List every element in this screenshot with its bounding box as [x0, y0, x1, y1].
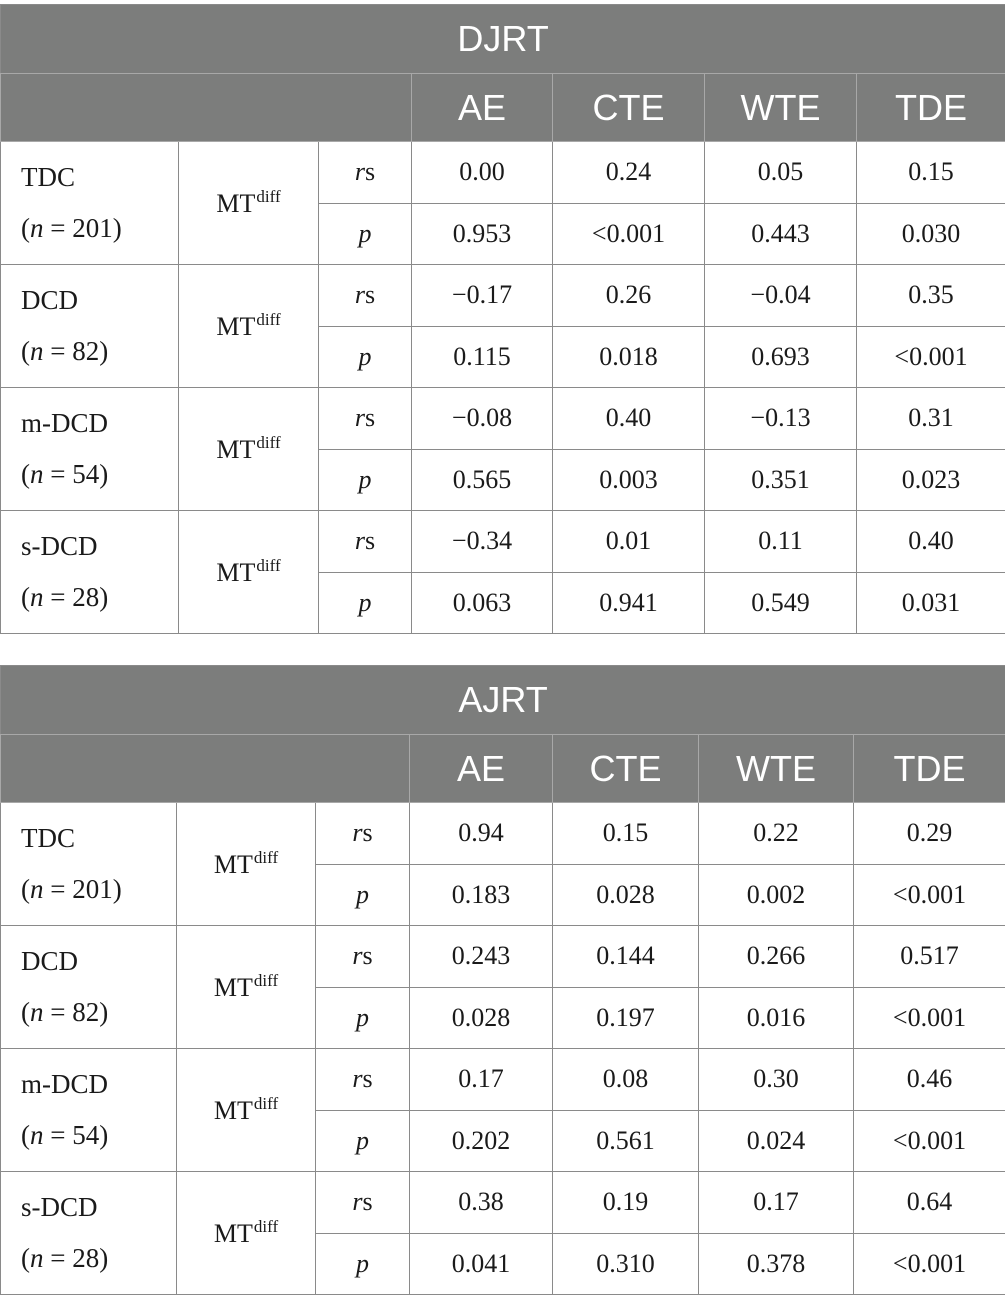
- value-cell: 0.15: [857, 142, 1005, 204]
- group-name: DCD: [21, 285, 79, 315]
- n-label: n: [30, 1243, 44, 1273]
- n-value: = 28): [43, 1243, 109, 1273]
- column-header-ae: AE: [410, 735, 553, 803]
- table-row: [1, 511, 1005, 573]
- stat-label-rs: rs: [316, 1172, 410, 1234]
- group-name: TDC: [21, 162, 75, 192]
- group-label: TDC (n = 201): [1, 142, 179, 265]
- group-label: TDC (n = 201): [1, 803, 177, 926]
- value-cell: 0.40: [857, 511, 1005, 573]
- value-cell: 0.030: [857, 203, 1005, 265]
- n-value: = 201): [43, 213, 122, 243]
- value-cell: −0.17: [412, 265, 553, 327]
- value-cell: <0.001: [854, 987, 1005, 1049]
- value-cell: 0.11: [705, 511, 857, 573]
- value-cell: 0.31: [857, 388, 1005, 450]
- value-cell: 0.243: [410, 926, 553, 988]
- group-label: s-DCD (n = 28): [1, 1172, 177, 1295]
- column-header-tde: TDE: [854, 735, 1005, 803]
- measure-label: $MT^{diff}$: [177, 1049, 316, 1172]
- column-header-wte: WTE: [705, 74, 857, 142]
- measure-label: $MT^{diff}$: [179, 265, 319, 388]
- measure-label: $MT^{diff}$: [179, 511, 319, 634]
- value-cell: 0.351: [705, 449, 857, 511]
- value-cell: 0.01: [553, 511, 705, 573]
- value-cell: 0.19: [553, 1172, 699, 1234]
- value-cell: −0.34: [412, 511, 553, 573]
- n-value: = 54): [43, 1120, 109, 1150]
- n-value: = 28): [43, 582, 109, 612]
- blank-header: [1, 74, 412, 142]
- value-cell: 0.443: [705, 203, 857, 265]
- value-cell: <0.001: [553, 203, 705, 265]
- value-cell: 0.24: [553, 142, 705, 204]
- value-cell: 0.29: [854, 803, 1005, 865]
- group-label: DCD (n = 82): [1, 265, 179, 388]
- value-cell: 0.953: [412, 203, 553, 265]
- n-label: n: [30, 997, 44, 1027]
- value-cell: −0.13: [705, 388, 857, 450]
- value-cell: <0.001: [857, 326, 1005, 388]
- value-cell: 0.183: [410, 864, 553, 926]
- value-cell: 0.028: [553, 864, 699, 926]
- column-header-wte: WTE: [699, 735, 854, 803]
- value-cell: 0.08: [553, 1049, 699, 1111]
- stat-label-p: p: [316, 987, 410, 1049]
- value-cell: −0.08: [412, 388, 553, 450]
- stat-label-rs: rs: [319, 142, 412, 204]
- value-cell: <0.001: [854, 1110, 1005, 1172]
- n-label: n: [30, 459, 44, 489]
- group-name: DCD: [21, 946, 79, 976]
- stat-label-p: p: [319, 203, 412, 265]
- table-row: [1, 803, 1005, 865]
- value-cell: <0.001: [854, 1233, 1005, 1295]
- n-value: = 201): [43, 874, 122, 904]
- stat-label-p: p: [319, 449, 412, 511]
- table-title: DJRT: [1, 5, 1005, 74]
- group-name: s-DCD: [21, 1192, 98, 1222]
- value-cell: 0.94: [410, 803, 553, 865]
- value-cell: 0.115: [412, 326, 553, 388]
- stat-label-p: p: [319, 572, 412, 634]
- measure-label: $MT^{diff}$: [179, 142, 319, 265]
- n-label: n: [30, 874, 44, 904]
- table-row: [1, 926, 1005, 988]
- value-cell: 0.517: [854, 926, 1005, 988]
- djrt-table: [0, 4, 1005, 634]
- value-cell: 0.024: [699, 1110, 854, 1172]
- value-cell: 0.310: [553, 1233, 699, 1295]
- value-cell: 0.144: [553, 926, 699, 988]
- value-cell: 0.35: [857, 265, 1005, 327]
- table-title: AJRT: [1, 666, 1005, 735]
- stat-label-p: p: [319, 326, 412, 388]
- value-cell: 0.031: [857, 572, 1005, 634]
- column-header-tde: TDE: [857, 74, 1005, 142]
- value-cell: 0.26: [553, 265, 705, 327]
- value-cell: <0.001: [854, 864, 1005, 926]
- value-cell: 0.17: [410, 1049, 553, 1111]
- measure-label: $MT^{diff}$: [179, 388, 319, 511]
- n-label: n: [30, 1120, 44, 1150]
- value-cell: 0.063: [412, 572, 553, 634]
- group-label: s-DCD (n = 28): [1, 511, 179, 634]
- value-cell: 0.266: [699, 926, 854, 988]
- measure-label: $MT^{diff}$: [177, 1172, 316, 1295]
- stat-label-rs: rs: [316, 1049, 410, 1111]
- measure-label: $MT^{diff}$: [177, 926, 316, 1049]
- n-label: n: [30, 582, 44, 612]
- stat-label-rs: rs: [319, 511, 412, 573]
- value-cell: 0.041: [410, 1233, 553, 1295]
- n-value: = 82): [43, 336, 109, 366]
- value-cell: 0.22: [699, 803, 854, 865]
- value-cell: 0.016: [699, 987, 854, 1049]
- value-cell: 0.023: [857, 449, 1005, 511]
- value-cell: 0.30: [699, 1049, 854, 1111]
- value-cell: −0.04: [705, 265, 857, 327]
- value-cell: 0.549: [705, 572, 857, 634]
- ajrt-table: [0, 665, 1005, 1295]
- stat-label-rs: rs: [319, 388, 412, 450]
- value-cell: 0.17: [699, 1172, 854, 1234]
- value-cell: 0.202: [410, 1110, 553, 1172]
- value-cell: 0.46: [854, 1049, 1005, 1111]
- group-name: m-DCD: [21, 1069, 108, 1099]
- table-row: [1, 265, 1005, 327]
- column-header-cte: CTE: [553, 735, 699, 803]
- n-label: n: [30, 336, 44, 366]
- group-name: s-DCD: [21, 531, 98, 561]
- table-row: [1, 142, 1005, 204]
- value-cell: 0.002: [699, 864, 854, 926]
- stat-label-p: p: [316, 1110, 410, 1172]
- stat-label-rs: rs: [316, 926, 410, 988]
- value-cell: 0.38: [410, 1172, 553, 1234]
- value-cell: 0.565: [412, 449, 553, 511]
- measure-label: $MT^{diff}$: [177, 803, 316, 926]
- value-cell: 0.693: [705, 326, 857, 388]
- value-cell: 0.40: [553, 388, 705, 450]
- table-row: [1, 1049, 1005, 1111]
- value-cell: 0.018: [553, 326, 705, 388]
- stat-label-p: p: [316, 864, 410, 926]
- value-cell: 0.197: [553, 987, 699, 1049]
- n-value: = 82): [43, 997, 109, 1027]
- group-name: TDC: [21, 823, 75, 853]
- n-value: = 54): [43, 459, 109, 489]
- group-label: m-DCD (n = 54): [1, 1049, 177, 1172]
- stat-label-rs: rs: [319, 265, 412, 327]
- column-header-ae: AE: [412, 74, 553, 142]
- n-label: n: [30, 213, 44, 243]
- value-cell: 0.941: [553, 572, 705, 634]
- value-cell: 0.64: [854, 1172, 1005, 1234]
- stat-label-p: p: [316, 1233, 410, 1295]
- value-cell: 0.028: [410, 987, 553, 1049]
- value-cell: 0.05: [705, 142, 857, 204]
- stat-label-rs: rs: [316, 803, 410, 865]
- group-label: DCD (n = 82): [1, 926, 177, 1049]
- value-cell: 0.15: [553, 803, 699, 865]
- value-cell: 0.00: [412, 142, 553, 204]
- blank-header: [1, 735, 410, 803]
- group-name: m-DCD: [21, 408, 108, 438]
- table-row: [1, 1172, 1005, 1234]
- value-cell: 0.378: [699, 1233, 854, 1295]
- value-cell: 0.003: [553, 449, 705, 511]
- value-cell: 0.561: [553, 1110, 699, 1172]
- column-header-cte: CTE: [553, 74, 705, 142]
- group-label: m-DCD (n = 54): [1, 388, 179, 511]
- table-row: [1, 388, 1005, 450]
